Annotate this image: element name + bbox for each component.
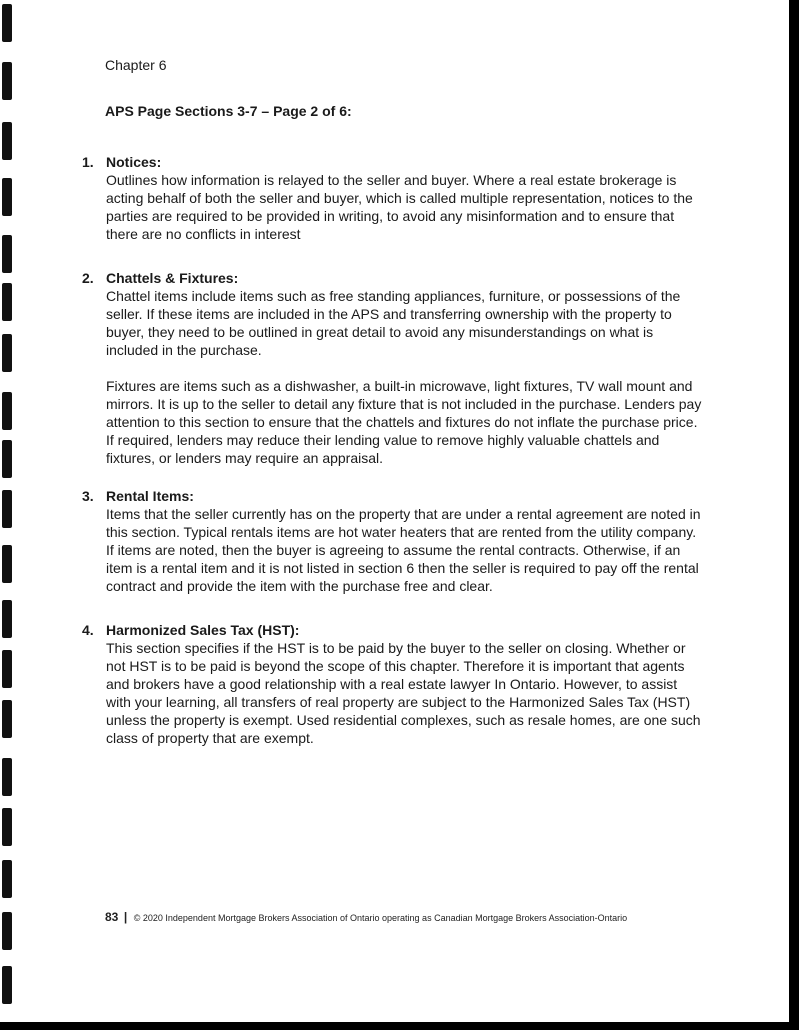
binding-hole: [2, 334, 12, 372]
binding-hole: [2, 283, 12, 321]
section-number: 3.: [82, 488, 94, 504]
section-chattels-fixtures: [82, 269, 702, 467]
section-notices: [82, 153, 702, 243]
binding-hole: [2, 392, 12, 430]
section-rental-items: [82, 487, 702, 595]
section-paragraph: Outlines how information is relayed to the seller and buyer. Where a real estate brokerage is acting behalf of both the seller and buyer, which is called multiple representation, notices to the parties are required to be provided in writing, to avoid any misinformation and to ensure that there are no conflicts in interest: [106, 172, 693, 242]
footer-separator: |: [123, 910, 128, 924]
binding-hole: [2, 490, 12, 528]
binding-hole: [2, 122, 12, 160]
page-number: 83: [105, 910, 119, 924]
section-title: Chattels & Fixtures:: [106, 270, 239, 286]
section-number: 1.: [82, 154, 94, 170]
binding-hole: [2, 600, 12, 638]
binding-hole: [2, 545, 12, 583]
binding-hole: [2, 700, 12, 738]
section-number: 2.: [82, 270, 94, 286]
section-paragraph: Fixtures are items such as a dishwasher, a built-in microwave, light fixtures, TV wall mount and mirrors. It is up to the seller to detail any fixture that is not included in the purchase. Lenders pay attention to this section to ensure that the chattels and fixtures do not inflate the purchase price. If required, lenders may reduce their lending value to remove highly valuable chattels and fixtures, or lenders may require an appraisal.: [106, 378, 702, 466]
binding-hole: [2, 860, 12, 898]
binding-hole: [2, 235, 12, 273]
page-title: APS Page Sections 3-7 – Page 2 of 6:: [105, 103, 352, 119]
binding-holes: [0, 0, 20, 1022]
page-footer: [105, 910, 627, 924]
section-paragraph: Chattel items include items such as free standing appliances, furniture, or possessions of the seller. If these items are included in the APS and transferring ownership with the property to buyer, they need to be outlined in great detail to avoid any misunderstandings on what is included in the purchase.: [106, 288, 681, 358]
binding-hole: [2, 758, 12, 796]
binding-hole: [2, 440, 12, 478]
section-number: 4.: [82, 622, 94, 638]
section-paragraph: This section specifies if the HST is to be paid by the buyer to the seller on closing. Whether or not HST is to be paid is beyond the scope of this chapter. Therefore it is important that agents and brokers have a good relationship with a real estate lawyer In Ontario. However, to assist with your learning, all transfers of real property are subject to the Harmonized Sales Tax (HST) unless the property is exempt. Used residential complexes, such as resale homes, are one such class of property that are exempt.: [106, 640, 701, 746]
binding-hole: [2, 650, 12, 688]
binding-hole: [2, 966, 12, 1004]
section-title: Notices:: [106, 154, 162, 170]
section-title: Rental Items:: [106, 488, 194, 504]
binding-hole: [2, 4, 12, 42]
chapter-label: Chapter 6: [105, 57, 167, 73]
section-title: Harmonized Sales Tax (HST):: [106, 622, 300, 638]
binding-hole: [2, 808, 12, 846]
binding-hole: [2, 912, 12, 950]
binding-hole: [2, 178, 12, 216]
copyright-notice: © 2020 Independent Mortgage Brokers Association of Ontario operating as Canadian Mortgage Brokers Association-Ontario: [133, 913, 628, 923]
section-paragraph: Items that the seller currently has on the property that are under a rental agreement are noted in this section. Typical rentals items are hot water heaters that are rented from the utility company. If items are noted, then the buyer is agreeing to assume the rental contracts. Otherwise, if an item is a rental item and it is not listed in section 6 then the seller is required to pay off the rental contract and provide the item with the purchase free and clear.: [106, 506, 701, 594]
section-hst: [82, 621, 702, 747]
binding-hole: [2, 62, 12, 100]
